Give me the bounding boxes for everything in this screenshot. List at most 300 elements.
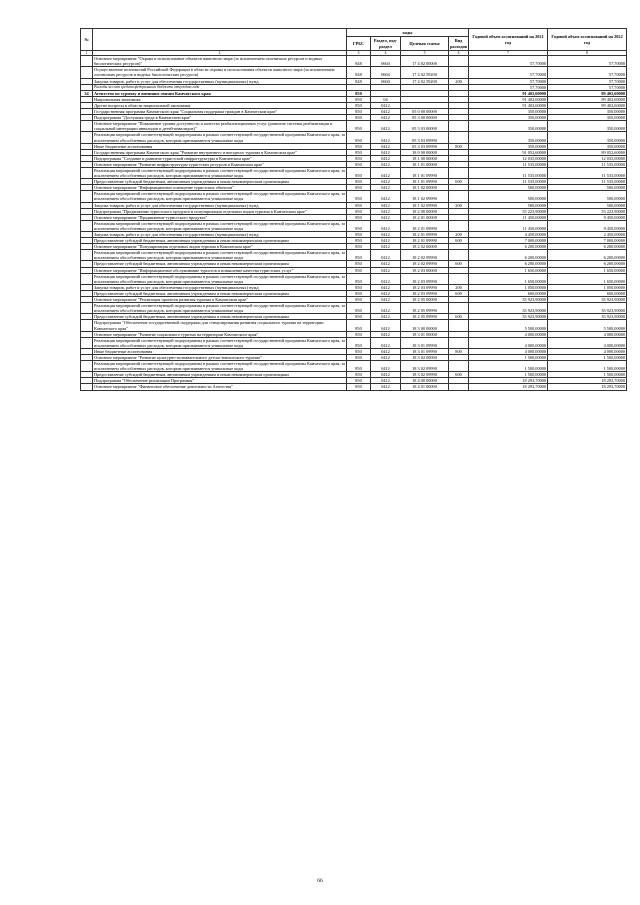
row-grbs-cell: 850 xyxy=(347,143,371,149)
table-row xyxy=(81,67,627,78)
row-amount-2021-cell: 18 293,70000 xyxy=(469,384,548,390)
row-name-cell: Подпрограмма "Продвижение туристского продукта и популяризация отдельных видов туризма в Камчатском крае" xyxy=(93,208,347,214)
row-amount-2022-cell: 1 650,00000 xyxy=(548,267,627,273)
row-section-cell: 0412 xyxy=(371,314,401,320)
row-amount-2021-cell: 4 000,00000 xyxy=(469,348,548,354)
row-grbs-cell: 850 xyxy=(347,115,371,121)
row-grbs-cell: 850 xyxy=(347,220,371,231)
row-grbs-cell: 850 xyxy=(347,167,371,178)
row-type-cell: 600 xyxy=(449,179,469,185)
row-type-cell: 600 xyxy=(449,238,469,244)
row-target-cell: 18 2 00 00000 xyxy=(401,208,449,214)
row-amount-2022-cell: 35 923,90000 xyxy=(548,314,627,320)
row-amount-2022-cell: 1 500,00000 xyxy=(548,354,627,360)
row-number-cell xyxy=(81,220,93,231)
row-type-cell xyxy=(449,121,469,132)
row-amount-2022-cell: 18 293,70000 xyxy=(548,384,627,390)
row-amount-2021-cell: 11 535,00000 xyxy=(469,161,548,167)
row-name-cell: Основное мероприятие "Развитие инфраструктуры туристских ресурсов в Камчатском крае" xyxy=(93,161,347,167)
row-amount-2021-cell: 350,00000 xyxy=(469,121,548,132)
table-row xyxy=(81,361,627,372)
row-target-cell: 18 3 01 09990 xyxy=(401,348,449,354)
table-body xyxy=(81,56,627,390)
row-amount-2022-cell: 5 500,00000 xyxy=(548,320,627,331)
row-amount-2022-cell: 500,00000 xyxy=(548,185,627,191)
row-amount-2022-cell: 11 535,00000 xyxy=(548,167,627,178)
row-target-cell: 18 3 01 00000 xyxy=(401,331,449,337)
row-grbs-cell: 850 xyxy=(347,348,371,354)
row-section-cell: 0412 xyxy=(371,132,401,143)
row-amount-2022-cell: 57,70000 xyxy=(548,78,627,84)
row-amount-2021-cell: 4 450,00000 xyxy=(469,232,548,238)
row-name-cell: Реализация мероприятий соответствующей подпрограммы в рамках соответствующей государственной программы Камчатского края, за исключением обособленных расходов, которым присваиваются уникальные коды xyxy=(94,191,345,202)
table-row xyxy=(81,191,627,202)
row-grbs-cell: 850 xyxy=(347,238,371,244)
row-grbs-cell: 850 xyxy=(347,232,371,238)
header-number-cell: 6 xyxy=(449,51,469,56)
row-amount-2022-cell: 57,70000 xyxy=(548,56,627,67)
row-section-cell: 0412 xyxy=(371,155,401,161)
row-amount-2021-cell: 35 923,90000 xyxy=(469,314,548,320)
row-section-cell: 0412 xyxy=(371,297,401,303)
row-amount-2021-cell: 500,00000 xyxy=(469,202,548,208)
row-grbs-cell: 850 xyxy=(347,273,371,284)
row-grbs-cell: 850 xyxy=(347,261,371,267)
header-2021: Годовой объем ассигнований на 2021 год xyxy=(469,29,548,51)
row-target-cell: 18 1 02 00000 xyxy=(401,185,449,191)
row-grbs-cell: 850 xyxy=(347,161,371,167)
row-type-cell xyxy=(449,303,469,314)
row-type-cell xyxy=(449,320,469,331)
table-row xyxy=(81,337,627,348)
row-target-cell: 18 4 00 00000 xyxy=(401,378,449,384)
row-target-cell: 18 2 01 00000 xyxy=(401,214,449,220)
row-number-cell xyxy=(81,320,93,331)
row-grbs-cell: 850 xyxy=(347,320,371,331)
row-section-cell: 0412 xyxy=(371,208,401,214)
row-grbs-cell: 850 xyxy=(347,303,371,314)
row-name-cell: Агентство по туризму и внешним связям Камчатского края xyxy=(93,90,347,96)
row-amount-2021-cell: 500,00000 xyxy=(469,185,548,191)
row-name-cell: Государственная программа Камчатского края "Развитие внутреннего и въездного туризма в Камчатском крае" xyxy=(93,149,347,155)
row-section-cell: 0412 xyxy=(371,167,401,178)
row-amount-2022-cell: 500,00000 xyxy=(548,191,627,202)
row-name-cell: Основное мероприятие "Охрана и использование объектов животного мира (за исключением охотничьих ресурсов и водных биологических ресурсов)" xyxy=(93,56,347,67)
row-type-cell: 800 xyxy=(449,348,469,354)
row-type-cell xyxy=(449,220,469,231)
row-amount-2021-cell: 1 650,00000 xyxy=(469,267,548,273)
row-grbs-cell: 850 xyxy=(347,132,371,143)
row-name-cell: Основное мероприятие "Реализация проектов развития туризма в Камчатском крае" xyxy=(93,297,347,303)
row-amount-2022-cell: 57,70000 xyxy=(548,84,627,90)
row-grbs-cell: 848 xyxy=(347,78,371,84)
row-type-cell xyxy=(449,361,469,372)
row-name-cell: Предоставление субсидий бюджетным, автономным учреждениям и иным некоммерческим организациям xyxy=(93,179,347,185)
row-grbs-cell: 850 xyxy=(347,354,371,360)
row-grbs-cell: 850 xyxy=(347,102,371,108)
row-amount-2022-cell: 4 000,00000 xyxy=(548,331,627,337)
row-amount-2021-cell: 350,00000 xyxy=(469,109,548,115)
row-amount-2021-cell: 5 500,00000 xyxy=(469,320,548,331)
row-section-cell: 0412 xyxy=(371,238,401,244)
row-amount-2021-cell: 7 000,00000 xyxy=(469,238,548,244)
row-amount-2022-cell: 350,00000 xyxy=(548,109,627,115)
row-target-cell: 18 2 03 09990 xyxy=(401,284,449,290)
row-grbs-cell: 850 xyxy=(347,208,371,214)
row-amount-2022-cell: 12 035,00000 xyxy=(548,155,627,161)
row-amount-2022-cell: 1 500,00000 xyxy=(548,372,627,378)
row-amount-2021-cell: 57,70000 xyxy=(469,78,548,84)
row-target-cell: 18 2 05 09990 xyxy=(401,303,449,314)
header-number-cell: 5 xyxy=(401,51,449,56)
header-num: № xyxy=(81,29,93,51)
row-amount-2022-cell: 11 535,00000 xyxy=(548,161,627,167)
row-name-cell: Реализация мероприятий соответствующей подпрограммы в рамках соответствующей государственной программы Камчатского края, за исключением обособленных расходов, которым присваиваются уникальные коды xyxy=(94,273,345,284)
row-amount-2022-cell: 18 293,70000 xyxy=(548,378,627,384)
row-amount-2022-cell: 35 923,90000 xyxy=(548,297,627,303)
row-section-cell: 0412 xyxy=(371,361,401,372)
row-grbs-cell: 850 xyxy=(347,372,371,378)
row-target-cell: 18 2 03 00000 xyxy=(401,267,449,273)
row-amount-2022-cell: 350,00000 xyxy=(548,121,627,132)
row-section-cell: 0412 xyxy=(371,290,401,296)
header-codes-group: коды xyxy=(347,29,469,37)
row-type-cell xyxy=(449,56,469,67)
row-section-cell: 0412 xyxy=(371,378,401,384)
row-grbs-cell: 850 xyxy=(347,179,371,185)
row-amount-2021-cell: 35 923,90000 xyxy=(469,297,548,303)
row-amount-2021-cell: 500,00000 xyxy=(469,191,548,202)
row-grbs-cell: 850 xyxy=(347,297,371,303)
row-name-cell: Основное мероприятие "Информационное освещение туристских объектов" xyxy=(93,185,347,191)
row-amount-2022-cell: 89 402,60000 xyxy=(548,90,627,96)
table-row xyxy=(81,121,627,132)
row-section-cell: 0412 xyxy=(371,149,401,155)
row-name-cell: Подпрограмма "Доступная среда в Камчатском крае" xyxy=(93,115,347,121)
row-name-cell: Реализация мероприятий соответствующей подпрограммы в рамках соответствующей государственной программы Камчатского края, за исключением обособленных расходов, которым присваиваются уникальные коды xyxy=(94,167,345,179)
row-amount-2021-cell: 4 000,00000 xyxy=(469,337,548,348)
row-amount-2022-cell: 1 050,00000 xyxy=(548,284,627,290)
row-amount-2022-cell: 4 000,00000 xyxy=(548,337,627,348)
row-amount-2021-cell: 350,00000 xyxy=(469,132,548,143)
row-name-cell: Иные бюджетные ассигнования xyxy=(93,143,347,149)
row-amount-2021-cell: 1 500,00000 xyxy=(469,354,548,360)
row-type-cell: 600 xyxy=(449,372,469,378)
row-section-cell: 0412 xyxy=(371,337,401,348)
row-section-cell: 0412 xyxy=(371,121,401,132)
row-target-cell: 18 2 01 09990 xyxy=(401,238,449,244)
row-grbs-cell: 850 xyxy=(347,214,371,220)
row-amount-2021-cell: 18 293,70000 xyxy=(469,378,548,384)
row-amount-2021-cell: 1 650,00000 xyxy=(469,273,548,284)
row-amount-2022-cell: 9 450,00000 xyxy=(548,214,627,220)
row-amount-2021-cell: 1 050,00000 xyxy=(469,284,548,290)
row-section-cell: 0412 xyxy=(371,261,401,267)
row-amount-2022-cell: 2 450,00000 xyxy=(548,232,627,238)
row-grbs-cell: 850 xyxy=(347,90,371,96)
row-amount-2021-cell: 6 200,00000 xyxy=(469,250,548,261)
row-grbs-cell: 850 xyxy=(347,149,371,155)
row-name-cell: Другие вопросы в области национальной экономики xyxy=(93,102,347,108)
row-target-cell: 18 2 05 09990 xyxy=(401,314,449,320)
row-number-cell xyxy=(81,337,93,348)
row-type-cell xyxy=(449,167,469,178)
row-amount-2021-cell: 11 535,00000 xyxy=(469,167,548,178)
row-number-cell xyxy=(81,121,93,132)
row-type-cell xyxy=(449,384,469,390)
row-name-cell: Реализация мероприятий соответствующей подпрограммы в рамках соответствующей государственной программы Камчатского края, за исключением обособленных расходов, которым присваиваются уникальные коды xyxy=(94,220,345,231)
table-row xyxy=(81,303,627,314)
row-section-cell: 0412 xyxy=(371,273,401,284)
row-number-cell: 34 xyxy=(81,90,93,96)
header-number-cell: 4 xyxy=(371,51,401,56)
row-target-cell: 05 3 03 00000 xyxy=(401,121,449,132)
header-name xyxy=(93,29,347,51)
row-name-cell: Расходы за счет средств федерального бюджета отчуждаю года xyxy=(93,84,347,90)
row-grbs-cell: 850 xyxy=(347,378,371,384)
row-amount-2022-cell: 89 052,60000 xyxy=(548,149,627,155)
row-section-cell: 0412 xyxy=(371,331,401,337)
header-number-cell: 1 xyxy=(81,51,93,56)
row-name-cell: Предоставление субсидий бюджетным, автономным учреждениям и иным некоммерческим организациям xyxy=(93,372,347,378)
row-grbs-cell: 850 xyxy=(347,314,371,320)
row-amount-2021-cell: 1 500,00000 xyxy=(469,361,548,372)
row-amount-2022-cell: 6 200,00000 xyxy=(548,261,627,267)
row-name-cell: Подпрограмма "Обеспечение государственной поддержки для стимулирования развития социального туризма на территории Камчатского края" xyxy=(93,320,347,331)
row-amount-2022-cell: 35 923,90000 xyxy=(548,303,627,314)
row-grbs-cell: 850 xyxy=(347,185,371,191)
row-amount-2021-cell: 91 052,60000 xyxy=(469,149,548,155)
row-section-cell: 0412 xyxy=(371,267,401,273)
row-section-cell: 0412 xyxy=(371,214,401,220)
row-name-cell: Основное мероприятие "Популяризация отдельных видов туризма в Камчатском крае" xyxy=(93,244,347,250)
header-grbs: ГРБС xyxy=(347,37,371,51)
row-grbs-cell: 850 xyxy=(347,267,371,273)
table-row xyxy=(81,132,627,143)
row-amount-2021-cell: 6 200,00000 xyxy=(469,244,548,250)
row-grbs-cell: 850 xyxy=(347,250,371,261)
row-type-cell xyxy=(449,273,469,284)
header-number-cell: 3 xyxy=(347,51,371,56)
row-number-cell xyxy=(81,56,93,67)
row-target-cell: 18 3 02 09990 xyxy=(401,372,449,378)
row-target-cell: 18 3 01 09990 xyxy=(401,337,449,348)
row-number-cell xyxy=(81,273,93,284)
row-amount-2021-cell: 1 500,00000 xyxy=(469,372,548,378)
header-type: Вид расходов xyxy=(450,38,467,49)
row-target-cell: 18 2 01 09990 xyxy=(401,220,449,231)
budget-table xyxy=(80,28,627,391)
row-section-cell: 0412 xyxy=(371,384,401,390)
row-target-cell: 18 1 02 09990 xyxy=(401,191,449,202)
row-section-cell: 0412 xyxy=(371,372,401,378)
row-type-cell: 200 xyxy=(449,284,469,290)
row-amount-2021-cell: 11 535,00000 xyxy=(469,179,548,185)
row-amount-2021-cell: 12 035,00000 xyxy=(469,155,548,161)
row-amount-2021-cell: 11 450,00000 xyxy=(469,220,548,231)
row-name-cell: Основное мероприятие "Финансовое обеспечение деятельности Агентства" xyxy=(93,384,347,390)
row-type-cell: 600 xyxy=(449,261,469,267)
row-number-cell xyxy=(81,303,93,314)
row-target-cell: 05 3 00 00000 xyxy=(401,115,449,121)
row-amount-2021-cell: 91 402,60000 xyxy=(469,102,548,108)
row-section-cell: 0412 xyxy=(371,354,401,360)
table-row xyxy=(81,320,627,331)
row-amount-2021-cell: 4 000,00000 xyxy=(469,331,548,337)
row-type-cell: 200 xyxy=(449,232,469,238)
row-section-cell: 0412 xyxy=(371,348,401,354)
row-section-cell: 0604 xyxy=(371,67,401,78)
row-name-cell: Реализация мероприятий соответствующей подпрограммы в рамках соответствующей государственной программы Камчатского края, за исключением обособленных расходов, которым присваиваются уникальные коды xyxy=(94,250,345,261)
row-number-cell xyxy=(81,132,93,143)
row-amount-2022-cell: 6 200,00000 xyxy=(548,244,627,250)
row-target-cell: 18 3 00 00000 xyxy=(401,320,449,331)
row-name-cell: Реализация мероприятий соответствующей подпрограммы в рамках соответствующей государственной программы Камчатского края, за исключением обособленных расходов, которым присваиваются уникальные коды xyxy=(94,132,345,143)
row-amount-2021-cell: 600,00000 xyxy=(469,290,548,296)
row-amount-2022-cell: 350,00000 xyxy=(548,115,627,121)
row-name-cell: Государственная программа Камчатского края "Социальная поддержка граждан в Камчатском крае" xyxy=(93,109,347,115)
row-grbs-cell: 850 xyxy=(347,244,371,250)
row-name-cell: Осуществление полномочий Российской Федерации в области охраны и использования объектов животного мира (за исключением охотничьих ресурсов и водных биологических ресурсов) xyxy=(93,67,347,78)
row-name-cell: Предоставление субсидий бюджетным, автономным учреждениям и иным некоммерческим организациям xyxy=(93,314,347,320)
header-section: Раздел, под-раздел xyxy=(371,37,401,51)
row-amount-2021-cell: 57,70000 xyxy=(469,56,548,67)
row-amount-2022-cell: 600,00000 xyxy=(548,290,627,296)
row-name-cell: Предоставление субсидий бюджетным, автономным учреждениям и иным некоммерческим организациям xyxy=(93,290,347,296)
row-number-cell xyxy=(81,384,93,390)
row-section-cell: 0412 xyxy=(371,179,401,185)
row-section-cell: 0412 xyxy=(371,109,401,115)
row-grbs-cell: 850 xyxy=(347,96,371,102)
row-target-cell: 17 4 02 59200 xyxy=(401,78,449,84)
row-amount-2021-cell: 6 200,00000 xyxy=(469,261,548,267)
row-target-cell: 18 2 05 00000 xyxy=(401,297,449,303)
row-type-cell: 200 xyxy=(449,78,469,84)
row-amount-2022-cell: 53 223,90000 xyxy=(548,208,627,214)
row-grbs-cell: 850 xyxy=(347,109,371,115)
row-grbs-cell: 850 xyxy=(347,290,371,296)
row-name-cell: Национальная экономика xyxy=(93,96,347,102)
row-section-cell: 0412 xyxy=(371,143,401,149)
row-target-cell: 18 2 02 09990 xyxy=(401,261,449,267)
row-target-cell: 18 1 01 00000 xyxy=(401,161,449,167)
header-number-cell: 2 xyxy=(93,51,347,56)
row-amount-2021-cell: 350,00000 xyxy=(469,143,548,149)
row-name-cell: Закупка товаров, работ и услуг для обеспечения государственных (муниципальных) нужд xyxy=(93,78,347,84)
row-amount-2021-cell: 91 402,60000 xyxy=(469,96,548,102)
header-number-cell: 7 xyxy=(469,51,548,56)
row-target-cell: 18 1 01 09990 xyxy=(401,167,449,178)
row-target-cell: 17 4 02 59200 xyxy=(401,67,449,78)
page-number: 66 xyxy=(317,878,323,884)
row-amount-2022-cell: 9 450,00000 xyxy=(548,220,627,231)
row-amount-2021-cell: 11 450,00000 xyxy=(469,214,548,220)
row-type-cell xyxy=(449,191,469,202)
row-section-cell: 0412 xyxy=(371,185,401,191)
row-section-cell: 0412 xyxy=(371,303,401,314)
row-target-cell: 18 1 02 09990 xyxy=(401,202,449,208)
row-name-cell: Основное мероприятие "Развитие социального туризма на территории Камчатского края" xyxy=(93,331,347,337)
row-target-cell: 05 3 03 09990 xyxy=(401,132,449,143)
row-type-cell: 800 xyxy=(449,143,469,149)
header-target: Целевая статья xyxy=(401,37,449,51)
row-type-cell: 600 xyxy=(449,290,469,296)
row-amount-2022-cell: 350,00000 xyxy=(548,132,627,143)
table-row xyxy=(81,273,627,284)
row-section-cell: 0412 xyxy=(371,232,401,238)
row-section-cell: 0412 xyxy=(371,202,401,208)
row-name-cell: Закупка товаров, работ и услуг для обеспечения государственных (муниципальных) нужд xyxy=(93,284,347,290)
row-name-cell: Реализация мероприятий соответствующей подпрограммы в рамках соответствующей государственной программы Камчатского края, за исключением обособленных расходов, которым присваиваются уникальные коды xyxy=(94,337,345,348)
row-amount-2021-cell: 91 402,60000 xyxy=(469,90,548,96)
row-amount-2022-cell: 89 402,60000 xyxy=(548,96,627,102)
row-amount-2022-cell: 1 650,00000 xyxy=(548,273,627,284)
row-number-cell xyxy=(81,191,93,202)
row-section-cell: 0412 xyxy=(371,284,401,290)
row-amount-2022-cell: 500,00000 xyxy=(548,202,627,208)
row-type-cell: 200 xyxy=(449,202,469,208)
row-number-cell xyxy=(81,361,93,372)
row-type-cell xyxy=(449,132,469,143)
row-target-cell: 05 3 03 09990 xyxy=(401,143,449,149)
row-section-cell: 0412 xyxy=(371,115,401,121)
row-name-cell: Основное мероприятие "Информационное обслуживание туристов и повышение качества туристских услуг" xyxy=(93,267,347,273)
row-section-cell: 0412 xyxy=(371,244,401,250)
row-amount-2022-cell: 89 402,60000 xyxy=(548,102,627,108)
row-grbs-cell: 850 xyxy=(347,384,371,390)
row-grbs-cell: 850 xyxy=(347,284,371,290)
table-row xyxy=(81,384,627,390)
row-section-cell: 0604 xyxy=(371,78,401,84)
row-name-cell: Основное мероприятие "Продвижение туристского продукта" xyxy=(93,214,347,220)
row-target-cell: 18 3 02 00000 xyxy=(401,354,449,360)
table-row xyxy=(81,220,627,231)
table-row xyxy=(81,167,627,178)
row-target-cell: 18 4 01 00000 xyxy=(401,384,449,390)
row-section-cell: 0412 xyxy=(371,250,401,261)
row-amount-2022-cell: 11 535,00000 xyxy=(548,179,627,185)
row-name-cell: Иные бюджетные ассигнования xyxy=(93,348,347,354)
row-amount-2021-cell: 35 923,90000 xyxy=(469,303,548,314)
row-name-cell: Закупка товаров, работ и услуг для обеспечения государственных (муниципальных) нужд xyxy=(93,232,347,238)
row-target-cell: 18 2 01 09990 xyxy=(401,232,449,238)
row-target-cell: 18 2 02 09990 xyxy=(401,250,449,261)
row-grbs-cell: 850 xyxy=(347,337,371,348)
table-row xyxy=(81,56,627,67)
row-amount-2022-cell: 4 000,00000 xyxy=(548,348,627,354)
row-grbs-cell: 850 xyxy=(347,121,371,132)
row-target-cell: 18 3 02 09990 xyxy=(401,361,449,372)
row-grbs-cell: 848 xyxy=(347,67,371,78)
table-row xyxy=(81,250,627,261)
row-grbs-cell: 850 xyxy=(347,202,371,208)
row-amount-2021-cell: 57,70000 xyxy=(469,67,548,78)
row-amount-2021-cell: 350,00000 xyxy=(469,115,548,121)
row-target-cell: 18 2 03 09990 xyxy=(401,273,449,284)
header-2022: Годовой объем ассигнований на 2022 год xyxy=(548,29,627,51)
row-type-cell: 600 xyxy=(449,314,469,320)
row-target-cell: 18 1 00 00000 xyxy=(401,155,449,161)
row-name-cell: Реализация мероприятий соответствующей подпрограммы в рамках соответствующей государственной программы Камчатского края, за исключением обособленных расходов, которым присваиваются уникальные коды xyxy=(94,361,345,372)
row-type-cell xyxy=(449,67,469,78)
row-section-cell: 0412 xyxy=(371,161,401,167)
row-grbs-cell: 850 xyxy=(347,155,371,161)
row-name-cell: Закупка товаров, работ и услуг для обеспечения государственных (муниципальных) нужд xyxy=(93,202,347,208)
row-amount-2022-cell: 6 200,00000 xyxy=(548,250,627,261)
row-grbs-cell: 850 xyxy=(347,191,371,202)
row-type-cell xyxy=(449,250,469,261)
row-type-cell xyxy=(449,337,469,348)
